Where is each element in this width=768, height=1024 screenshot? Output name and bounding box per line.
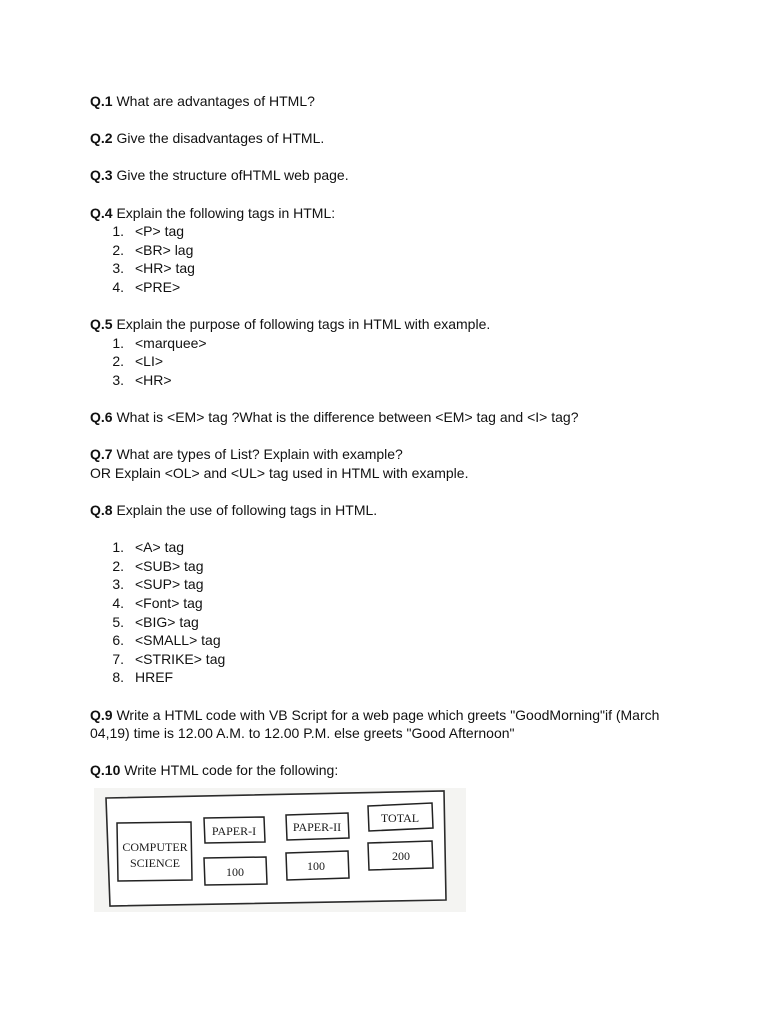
question-number: Q.7 xyxy=(90,446,113,463)
item-number: 1. xyxy=(112,334,124,351)
figure-drawing xyxy=(94,788,466,912)
question-6 xyxy=(90,408,690,427)
question-3 xyxy=(90,166,690,185)
header-total: TOTAL xyxy=(380,811,420,825)
item-number: 6. xyxy=(112,632,124,649)
item-text: <PRE> xyxy=(135,278,181,295)
item-number: 3. xyxy=(112,371,124,388)
q10-table-figure xyxy=(94,788,466,912)
question-number: Q.3 xyxy=(90,167,113,184)
list-item xyxy=(90,668,690,687)
question-text: Write a HTML code with VB Script for a web page which greets "GoodMorning"if (March xyxy=(112,706,660,723)
list-item xyxy=(90,650,690,669)
question-text: Explain the use of following tags in HTML. xyxy=(112,502,378,519)
question-1 xyxy=(90,92,690,111)
question-text: Explain the purpose of following tags in HTML with example. xyxy=(112,316,491,333)
item-number: 4. xyxy=(112,595,124,612)
question-8-list xyxy=(90,538,690,687)
item-number: 2. xyxy=(112,353,124,370)
question-7-alternative: OR Explain <OL> and <UL> tag used in HTML with example. xyxy=(90,464,469,481)
value-paper-1: 100 xyxy=(226,865,244,879)
item-number: 2. xyxy=(112,557,124,574)
item-text: <LI> xyxy=(135,353,164,370)
item-text: <STRIKE> tag xyxy=(135,650,226,667)
question-number: Q.9 xyxy=(90,706,113,723)
item-number: 7. xyxy=(112,650,124,667)
question-number: Q.4 xyxy=(90,204,113,221)
list-item xyxy=(90,538,690,557)
item-text: <marquee> xyxy=(135,334,207,351)
question-8 xyxy=(90,501,690,520)
value-total: 200 xyxy=(392,849,410,863)
item-number: 1. xyxy=(112,223,124,240)
list-item xyxy=(90,613,690,632)
question-9-continuation: 04,19) time is 12.00 A.M. to 12.00 P.M. else greets "Good Afternoon" xyxy=(90,725,515,742)
question-10 xyxy=(90,761,690,780)
list-item xyxy=(90,352,690,371)
item-text: <SUB> tag xyxy=(135,557,204,574)
item-number: 2. xyxy=(112,241,124,258)
question-text: Write HTML code for the following: xyxy=(120,762,339,779)
item-text: <A> tag xyxy=(135,539,185,556)
list-item xyxy=(90,557,690,576)
question-text: Give the structure ofHTML web page. xyxy=(112,167,349,184)
list-item xyxy=(90,371,690,390)
question-text: What are types of List? Explain with example? xyxy=(112,446,403,463)
list-item xyxy=(90,278,690,297)
item-text: <P> tag xyxy=(135,223,185,240)
item-number: 3. xyxy=(112,576,124,593)
question-number: Q.8 xyxy=(90,502,113,519)
item-text: <Font> tag xyxy=(135,595,203,612)
item-number: 3. xyxy=(112,260,124,277)
list-item xyxy=(90,575,690,594)
item-text: <BIG> tag xyxy=(135,613,199,630)
item-number: 8. xyxy=(112,669,124,686)
question-5-list xyxy=(90,334,690,390)
item-number: 5. xyxy=(112,613,124,630)
question-text: Give the disadvantages of HTML. xyxy=(112,130,325,147)
item-text: <HR> tag xyxy=(135,260,195,277)
question-number: Q.6 xyxy=(90,409,113,426)
question-text: What is <EM> tag ?What is the difference between <EM> tag and <I> tag? xyxy=(112,409,579,426)
question-4 xyxy=(90,204,690,223)
list-item xyxy=(90,631,690,650)
question-2 xyxy=(90,129,690,148)
question-number: Q.5 xyxy=(90,316,113,333)
question-4-list xyxy=(90,222,690,296)
header-paper-2: PAPER-II xyxy=(292,820,342,834)
list-item xyxy=(90,222,690,241)
question-list xyxy=(90,92,690,780)
list-item xyxy=(90,334,690,353)
item-text: <HR> xyxy=(135,371,172,388)
question-9 xyxy=(90,706,690,725)
item-text: <BR> lag xyxy=(135,241,194,258)
item-number: 1. xyxy=(112,539,124,556)
subject-label-line1: COMPUTER xyxy=(122,840,188,854)
item-text: HREF xyxy=(135,669,174,686)
item-text: <SMALL> tag xyxy=(135,632,221,649)
question-number: Q.2 xyxy=(90,130,113,147)
item-number: 4. xyxy=(112,278,124,295)
subject-label-line2: SCIENCE xyxy=(129,856,181,870)
item-text: <SUP> tag xyxy=(135,576,204,593)
question-text: Explain the following tags in HTML: xyxy=(112,204,336,221)
question-number: Q.10 xyxy=(90,762,121,779)
question-5 xyxy=(90,315,690,334)
question-7 xyxy=(90,445,690,464)
list-item xyxy=(90,241,690,260)
question-number: Q.1 xyxy=(90,93,113,109)
header-paper-1: PAPER-I xyxy=(211,824,257,838)
question-text: What are advantages of HTML? xyxy=(112,93,315,109)
list-item xyxy=(90,594,690,613)
value-paper-2: 100 xyxy=(307,859,325,873)
list-item xyxy=(90,259,690,278)
